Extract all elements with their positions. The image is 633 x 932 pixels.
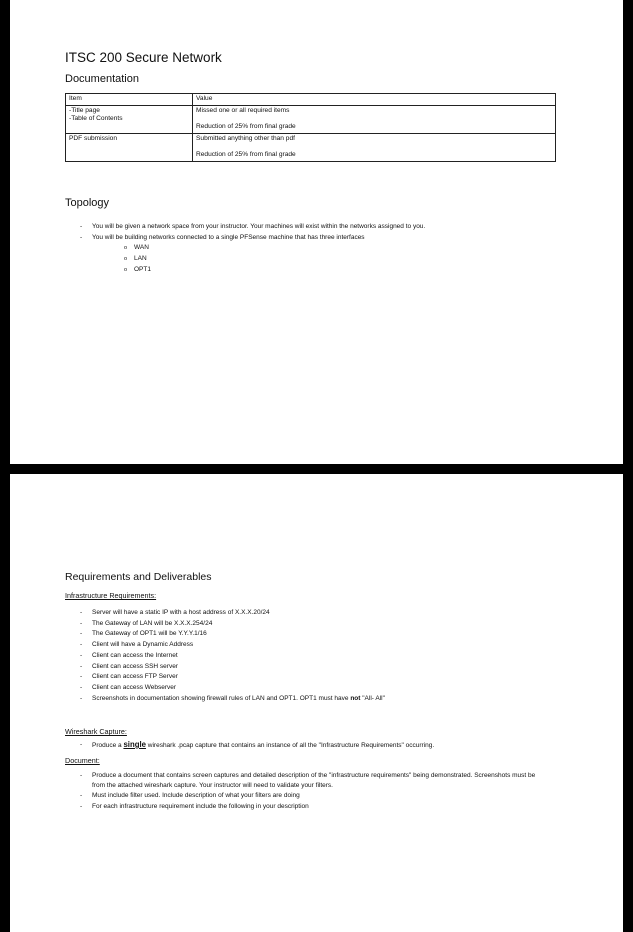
wireshark-pre: Produce a (92, 742, 124, 749)
grading-table (65, 93, 556, 162)
wireshark-bold: single (123, 740, 146, 749)
table-cell-line: Reduction of 25% from final grade (196, 123, 296, 131)
list-item: - The Gateway of LAN will be X.X.X.254/24 (80, 619, 385, 630)
firewall-bold: not (350, 694, 361, 702)
list-item: - For each infrastructure requirement include the following in your description (80, 802, 550, 812)
table-cell-value (193, 133, 556, 161)
table-cell-item (66, 133, 193, 161)
interface-item: o LAN (124, 254, 425, 265)
firewall-text: Screenshots in documentation showing firewall rules of LAN and OPT1. OPT1 must have (92, 694, 351, 702)
table-cell-line: -Title page (69, 106, 100, 114)
table-cell-value (193, 105, 556, 133)
table-header-row (66, 94, 556, 106)
infrastructure-requirements-label: Infrastructure Requirements: (65, 591, 157, 600)
table-header-item: Item (66, 94, 193, 106)
document-page-1 (10, 0, 623, 464)
list-item: - Client will have a Dynamic Address (80, 640, 385, 651)
requirements-heading: Requirements and Deliverables (65, 571, 212, 583)
document-title: ITSC 200 Secure Network (65, 50, 222, 65)
table-row (66, 105, 556, 133)
table-cell-line: Reduction of 25% from final grade (196, 151, 296, 159)
wireshark-capture-label: Wireshark Capture: (65, 727, 127, 736)
list-item: - Client can access the Internet (80, 651, 385, 662)
list-item: - Client can access SSH server (80, 662, 385, 673)
topology-heading: Topology (65, 197, 110, 209)
topology-list (80, 222, 425, 276)
table-cell-line: -Table of Contents (69, 115, 123, 123)
infrastructure-list (80, 608, 385, 704)
list-item (80, 233, 425, 276)
list-item-text: You will be building networks connected to a single PFSense machine that has three interfaces (92, 233, 365, 241)
document-label: Document: (65, 756, 100, 765)
table-cell-line: PDF submission (69, 134, 118, 142)
list-item: - Client can access Webserver (80, 683, 385, 694)
list-item: - Server will have a static IP with a host address of X.X.X.20/24 (80, 608, 385, 619)
list-item: - The Gateway of OPT1 will be Y.Y.Y.1/16 (80, 629, 385, 640)
list-item: - Client can access FTP Server (80, 672, 385, 683)
list-item: - Must include filter used. Include description of what your filters are doing (80, 791, 550, 801)
interface-list (92, 243, 425, 275)
table-header-value: Value (193, 94, 556, 106)
interface-item: o OPT1 (124, 265, 425, 276)
list-item: - Produce a document that contains screen captures and detailed description of the "infrastructure requirements" being demonstrated. Screenshots must be from the attached wireshark capture. Your instructor will need to validate your filters. (80, 771, 550, 791)
firewall-tail: "All- All" (360, 694, 385, 702)
document-list (80, 771, 550, 812)
wireshark-post: wireshark .pcap capture that contains an instance of all the "Infrastructure Requirements" occurring. (145, 742, 435, 749)
table-cell-line: Submitted anything other than pdf (196, 134, 295, 142)
document-page-2 (10, 474, 623, 932)
list-item (80, 740, 434, 752)
table-row (66, 133, 556, 161)
documentation-heading: Documentation (65, 73, 139, 85)
list-item (80, 694, 385, 705)
table-cell-line: Missed one or all required items (196, 106, 290, 114)
list-item: - You will be given a network space from your instructor. Your machines will exist within the networks assigned to you. (80, 222, 425, 233)
interface-item: o WAN (124, 243, 425, 254)
wireshark-list (80, 740, 434, 752)
table-cell-item (66, 105, 193, 133)
